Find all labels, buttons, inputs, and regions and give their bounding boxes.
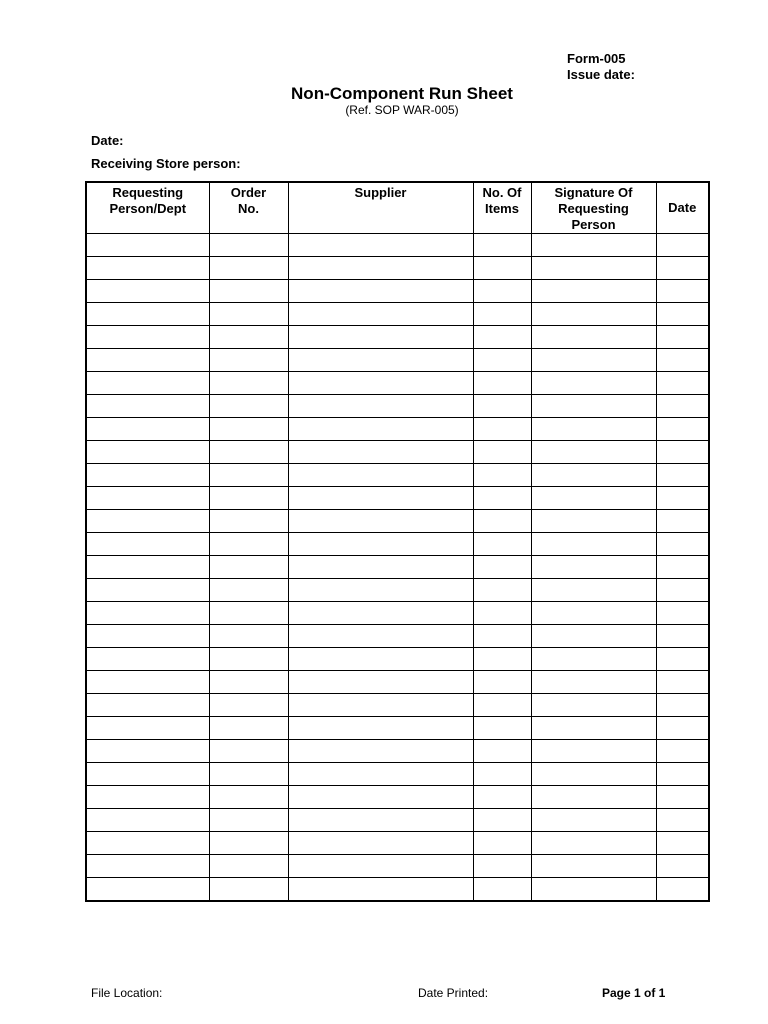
cell-signature[interactable]: [531, 694, 656, 717]
cell-signature[interactable]: [531, 855, 656, 878]
table-header-row: [86, 182, 709, 234]
table-row: [86, 809, 709, 832]
cell-signature[interactable]: [531, 510, 656, 533]
cell-order[interactable]: [209, 809, 288, 832]
page-title: Non-Component Run Sheet: [291, 84, 513, 103]
cell-items[interactable]: [473, 556, 531, 579]
cell-supplier[interactable]: [288, 602, 473, 625]
cell-requesting[interactable]: [86, 280, 209, 303]
cell-requesting[interactable]: [86, 257, 209, 280]
cell-requesting[interactable]: [86, 717, 209, 740]
cell-requesting[interactable]: [86, 602, 209, 625]
cell-signature[interactable]: [531, 671, 656, 694]
cell-date[interactable]: [656, 257, 709, 280]
cell-order[interactable]: [209, 372, 288, 395]
cell-date[interactable]: [656, 625, 709, 648]
cell-supplier[interactable]: [288, 441, 473, 464]
cell-order[interactable]: [209, 395, 288, 418]
cell-date[interactable]: [656, 740, 709, 763]
table-row: [86, 763, 709, 786]
table-row: [86, 395, 709, 418]
cell-items[interactable]: [473, 855, 531, 878]
cell-requesting[interactable]: [86, 510, 209, 533]
cell-date[interactable]: [656, 464, 709, 487]
table-row: [86, 556, 709, 579]
cell-supplier[interactable]: [288, 257, 473, 280]
cell-supplier[interactable]: [288, 418, 473, 441]
cell-supplier[interactable]: [288, 809, 473, 832]
table-row: [86, 464, 709, 487]
date-printed-label: Date Printed:: [418, 986, 489, 1000]
cell-requesting[interactable]: [86, 671, 209, 694]
cell-signature[interactable]: [531, 464, 656, 487]
cell-date[interactable]: [656, 349, 709, 372]
form-id: Form-005: [567, 51, 626, 66]
table-row: [86, 441, 709, 464]
cell-signature[interactable]: [531, 786, 656, 809]
cell-supplier[interactable]: [288, 349, 473, 372]
cell-signature[interactable]: [531, 487, 656, 510]
cell-date[interactable]: [656, 602, 709, 625]
cell-date[interactable]: [656, 763, 709, 786]
table-row: [86, 418, 709, 441]
cell-date[interactable]: [656, 694, 709, 717]
cell-signature[interactable]: [531, 602, 656, 625]
cell-items[interactable]: [473, 809, 531, 832]
run-sheet-table: [85, 181, 710, 902]
table-row: [86, 326, 709, 349]
column-header-line: Supplier: [354, 185, 407, 200]
cell-items[interactable]: [473, 303, 531, 326]
cell-date[interactable]: [656, 786, 709, 809]
cell-order[interactable]: [209, 694, 288, 717]
page-number: Page 1 of 1: [602, 986, 666, 1000]
cell-signature[interactable]: [531, 533, 656, 556]
cell-order[interactable]: [209, 602, 288, 625]
cell-items[interactable]: [473, 671, 531, 694]
table-row: [86, 625, 709, 648]
cell-signature[interactable]: [531, 878, 656, 902]
cell-signature[interactable]: [531, 717, 656, 740]
cell-items[interactable]: [473, 487, 531, 510]
cell-requesting[interactable]: [86, 809, 209, 832]
table-row: [86, 648, 709, 671]
receiving-store-person-label: Receiving Store person:: [91, 156, 241, 171]
column-header-line: Items: [485, 201, 519, 216]
cell-order[interactable]: [209, 349, 288, 372]
cell-supplier[interactable]: [288, 694, 473, 717]
cell-requesting[interactable]: [86, 303, 209, 326]
cell-supplier[interactable]: [288, 533, 473, 556]
cell-signature[interactable]: [531, 234, 656, 257]
cell-date[interactable]: [656, 280, 709, 303]
cell-order[interactable]: [209, 648, 288, 671]
cell-supplier[interactable]: [288, 372, 473, 395]
table-row: [86, 303, 709, 326]
cell-items[interactable]: [473, 510, 531, 533]
table-row: [86, 280, 709, 303]
cell-requesting[interactable]: [86, 556, 209, 579]
cell-items[interactable]: [473, 694, 531, 717]
cell-items[interactable]: [473, 602, 531, 625]
table-row: [86, 487, 709, 510]
cell-supplier[interactable]: [288, 671, 473, 694]
table-row: [86, 510, 709, 533]
cell-order[interactable]: [209, 441, 288, 464]
column-header-no-of-items: [473, 182, 531, 234]
cell-date[interactable]: [656, 556, 709, 579]
cell-requesting[interactable]: [86, 625, 209, 648]
cell-items[interactable]: [473, 533, 531, 556]
table-row: [86, 579, 709, 602]
cell-order[interactable]: [209, 464, 288, 487]
cell-items[interactable]: [473, 418, 531, 441]
cell-signature[interactable]: [531, 441, 656, 464]
cell-items[interactable]: [473, 648, 531, 671]
cell-items[interactable]: [473, 579, 531, 602]
cell-order[interactable]: [209, 234, 288, 257]
cell-supplier[interactable]: [288, 464, 473, 487]
cell-order[interactable]: [209, 257, 288, 280]
cell-signature[interactable]: [531, 349, 656, 372]
column-header-line: Order: [230, 185, 267, 200]
column-header-line: Date: [668, 200, 697, 215]
cell-requesting[interactable]: [86, 855, 209, 878]
cell-order[interactable]: [209, 487, 288, 510]
column-header-line: Person: [571, 217, 616, 232]
cell-items[interactable]: [473, 464, 531, 487]
column-header-line: No.: [238, 201, 259, 216]
cell-requesting[interactable]: [86, 349, 209, 372]
cell-requesting[interactable]: [86, 487, 209, 510]
table-row: [86, 372, 709, 395]
cell-date[interactable]: [656, 717, 709, 740]
cell-requesting[interactable]: [86, 740, 209, 763]
cell-supplier[interactable]: [288, 832, 473, 855]
cell-date[interactable]: [656, 303, 709, 326]
cell-supplier[interactable]: [288, 303, 473, 326]
cell-signature[interactable]: [531, 257, 656, 280]
cell-order[interactable]: [209, 556, 288, 579]
column-header-signature: [531, 182, 656, 234]
cell-supplier[interactable]: [288, 717, 473, 740]
cell-supplier[interactable]: [288, 579, 473, 602]
cell-requesting[interactable]: [86, 579, 209, 602]
table-row: [86, 257, 709, 280]
cell-supplier[interactable]: [288, 395, 473, 418]
column-header-supplier: [288, 182, 473, 234]
table-row: [86, 533, 709, 556]
table-row: [86, 602, 709, 625]
cell-date[interactable]: [656, 671, 709, 694]
cell-date[interactable]: [656, 878, 709, 902]
cell-items[interactable]: [473, 878, 531, 902]
cell-order[interactable]: [209, 625, 288, 648]
cell-order[interactable]: [209, 418, 288, 441]
cell-requesting[interactable]: [86, 786, 209, 809]
cell-date[interactable]: [656, 372, 709, 395]
table-body: [86, 234, 709, 902]
cell-requesting[interactable]: [86, 372, 209, 395]
cell-signature[interactable]: [531, 740, 656, 763]
cell-date[interactable]: [656, 809, 709, 832]
cell-supplier[interactable]: [288, 326, 473, 349]
cell-items[interactable]: [473, 832, 531, 855]
cell-order[interactable]: [209, 740, 288, 763]
cell-signature[interactable]: [531, 556, 656, 579]
cell-order[interactable]: [209, 579, 288, 602]
cell-requesting[interactable]: [86, 441, 209, 464]
table-row: [86, 740, 709, 763]
cell-order[interactable]: [209, 855, 288, 878]
cell-date[interactable]: [656, 648, 709, 671]
cell-signature[interactable]: [531, 372, 656, 395]
table-row: [86, 786, 709, 809]
cell-date[interactable]: [656, 855, 709, 878]
table-row: [86, 671, 709, 694]
cell-items[interactable]: [473, 625, 531, 648]
page-subtitle: (Ref. SOP WAR-005): [345, 103, 459, 117]
cell-requesting[interactable]: [86, 395, 209, 418]
cell-items[interactable]: [473, 763, 531, 786]
cell-supplier[interactable]: [288, 786, 473, 809]
cell-date[interactable]: [656, 579, 709, 602]
table-row: [86, 878, 709, 902]
cell-order[interactable]: [209, 280, 288, 303]
cell-supplier[interactable]: [288, 234, 473, 257]
column-header-line: Person/Dept: [109, 201, 187, 216]
cell-items[interactable]: [473, 349, 531, 372]
cell-signature[interactable]: [531, 579, 656, 602]
table-row: [86, 349, 709, 372]
cell-signature[interactable]: [531, 280, 656, 303]
cell-order[interactable]: [209, 326, 288, 349]
cell-supplier[interactable]: [288, 740, 473, 763]
cell-date[interactable]: [656, 487, 709, 510]
cell-date[interactable]: [656, 441, 709, 464]
table-row: [86, 855, 709, 878]
cell-date[interactable]: [656, 533, 709, 556]
cell-requesting[interactable]: [86, 878, 209, 902]
cell-signature[interactable]: [531, 809, 656, 832]
cell-items[interactable]: [473, 257, 531, 280]
cell-signature[interactable]: [531, 303, 656, 326]
column-header-line: Requesting: [112, 185, 184, 200]
cell-order[interactable]: [209, 717, 288, 740]
column-header-order-no: [209, 182, 288, 234]
cell-date[interactable]: [656, 418, 709, 441]
cell-items[interactable]: [473, 395, 531, 418]
cell-requesting[interactable]: [86, 648, 209, 671]
cell-supplier[interactable]: [288, 878, 473, 902]
cell-order[interactable]: [209, 671, 288, 694]
cell-signature[interactable]: [531, 395, 656, 418]
cell-requesting[interactable]: [86, 464, 209, 487]
cell-items[interactable]: [473, 740, 531, 763]
cell-items[interactable]: [473, 280, 531, 303]
cell-date[interactable]: [656, 326, 709, 349]
cell-order[interactable]: [209, 510, 288, 533]
cell-signature[interactable]: [531, 625, 656, 648]
cell-signature[interactable]: [531, 326, 656, 349]
column-header-requesting-person-dept: [86, 182, 209, 234]
cell-supplier[interactable]: [288, 648, 473, 671]
cell-supplier[interactable]: [288, 487, 473, 510]
cell-items[interactable]: [473, 717, 531, 740]
table-row: [86, 234, 709, 257]
cell-supplier[interactable]: [288, 855, 473, 878]
column-header-line: No. Of: [482, 185, 522, 200]
table-row: [86, 694, 709, 717]
column-header-date: [656, 182, 709, 234]
cell-order[interactable]: [209, 786, 288, 809]
cell-order[interactable]: [209, 763, 288, 786]
cell-requesting[interactable]: [86, 694, 209, 717]
cell-supplier[interactable]: [288, 763, 473, 786]
cell-supplier[interactable]: [288, 625, 473, 648]
file-location-label: File Location:: [91, 986, 163, 1000]
cell-items[interactable]: [473, 786, 531, 809]
cell-items[interactable]: [473, 372, 531, 395]
cell-signature[interactable]: [531, 763, 656, 786]
cell-supplier[interactable]: [288, 510, 473, 533]
column-header-line: Requesting: [558, 201, 629, 216]
cell-supplier[interactable]: [288, 556, 473, 579]
cell-items[interactable]: [473, 234, 531, 257]
table-row: [86, 717, 709, 740]
issue-date-label: Issue date:: [567, 67, 635, 82]
cell-date[interactable]: [656, 395, 709, 418]
date-label: Date:: [91, 133, 124, 148]
cell-requesting[interactable]: [86, 533, 209, 556]
cell-requesting[interactable]: [86, 832, 209, 855]
cell-order[interactable]: [209, 878, 288, 902]
cell-requesting[interactable]: [86, 234, 209, 257]
cell-order[interactable]: [209, 303, 288, 326]
cell-signature[interactable]: [531, 832, 656, 855]
cell-supplier[interactable]: [288, 280, 473, 303]
cell-signature[interactable]: [531, 418, 656, 441]
cell-items[interactable]: [473, 441, 531, 464]
cell-requesting[interactable]: [86, 326, 209, 349]
cell-date[interactable]: [656, 234, 709, 257]
cell-items[interactable]: [473, 326, 531, 349]
table-row: [86, 832, 709, 855]
cell-order[interactable]: [209, 832, 288, 855]
column-header-line: Signature Of: [554, 185, 633, 200]
cell-signature[interactable]: [531, 648, 656, 671]
cell-date[interactable]: [656, 510, 709, 533]
cell-requesting[interactable]: [86, 763, 209, 786]
cell-requesting[interactable]: [86, 418, 209, 441]
cell-order[interactable]: [209, 533, 288, 556]
cell-date[interactable]: [656, 832, 709, 855]
